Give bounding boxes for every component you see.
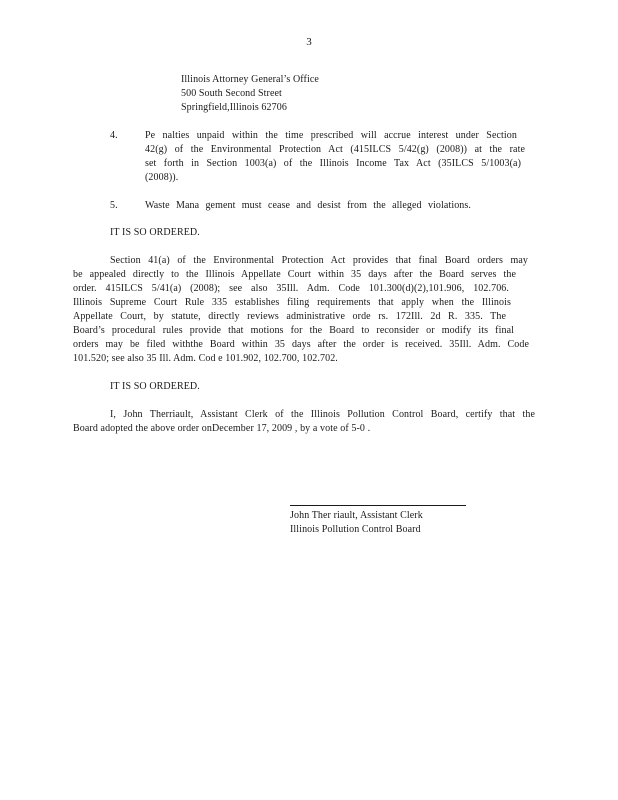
address-line-1: Illinois Attorney General’s Office — [181, 74, 319, 85]
item-4-line-2: 42(g) of the Environmental Protection Act (415ILCS 5/42(g) (2008)) at the rate — [145, 144, 525, 155]
certification-line-1: I, John Therriault, Assistant Clerk of the Illinois Pollution Control Board, certify that the — [110, 409, 535, 420]
appeal-line-7: orders may be filed withthe Board within 35 days after the order is received. 35Ill. Adm. Code — [73, 339, 529, 350]
appeal-line-3: order. 415ILCS 5/41(a) (2008); see also 35Ill. Adm. Code 101.300(d)(2),101.906, 102.706. — [73, 283, 509, 294]
appeal-line-2: be appealed directly to the Illinois Appellate Court within 35 days after the Board serves the — [73, 269, 516, 280]
appeal-line-8: 101.520; see also 35 Ill. Adm. Cod e 101.902, 102.700, 102.702. — [73, 353, 338, 364]
item-5-number: 5. — [110, 200, 118, 211]
appeal-line-6: Board’s procedural rules provide that motions for the Board to reconsider or modify its final — [73, 325, 514, 336]
page-number: 3 — [306, 36, 312, 48]
ordered-heading-1: IT IS SO ORDERED. — [110, 227, 200, 238]
appeal-line-5: Appellate Court, by statute, directly reviews administrative orde rs. 172Ill. 2d R. 335. The — [73, 311, 506, 322]
item-5-text: Waste Mana gement must cease and desist from the alleged violations. — [145, 200, 471, 211]
item-4-line-4: (2008)). — [145, 172, 179, 183]
address-line-2: 500 South Second Street — [181, 88, 282, 99]
certification-line-2: Board adopted the above order onDecember 17, 2009 , by a vote of 5-0 . — [73, 423, 371, 434]
signature-organization: Illinois Pollution Control Board — [290, 524, 421, 535]
signature-name: John Ther riault, Assistant Clerk — [290, 510, 423, 521]
appeal-line-4: Illinois Supreme Court Rule 335 establishes filing requirements that apply when the Illinois — [73, 297, 511, 308]
ordered-heading-2: IT IS SO ORDERED. — [110, 381, 200, 392]
item-4-line-3: set forth in Section 1003(a) of the Illinois Income Tax Act (35ILCS 5/1003(a) — [145, 158, 521, 169]
item-4-number: 4. — [110, 130, 118, 141]
signature-line — [290, 505, 466, 506]
item-4-line-1: Pe nalties unpaid within the time prescribed will accrue interest under Section — [145, 130, 517, 141]
appeal-line-1: Section 41(a) of the Environmental Protection Act provides that final Board orders may — [110, 255, 528, 266]
address-line-3: Springfield,Illinois 62706 — [181, 102, 287, 113]
